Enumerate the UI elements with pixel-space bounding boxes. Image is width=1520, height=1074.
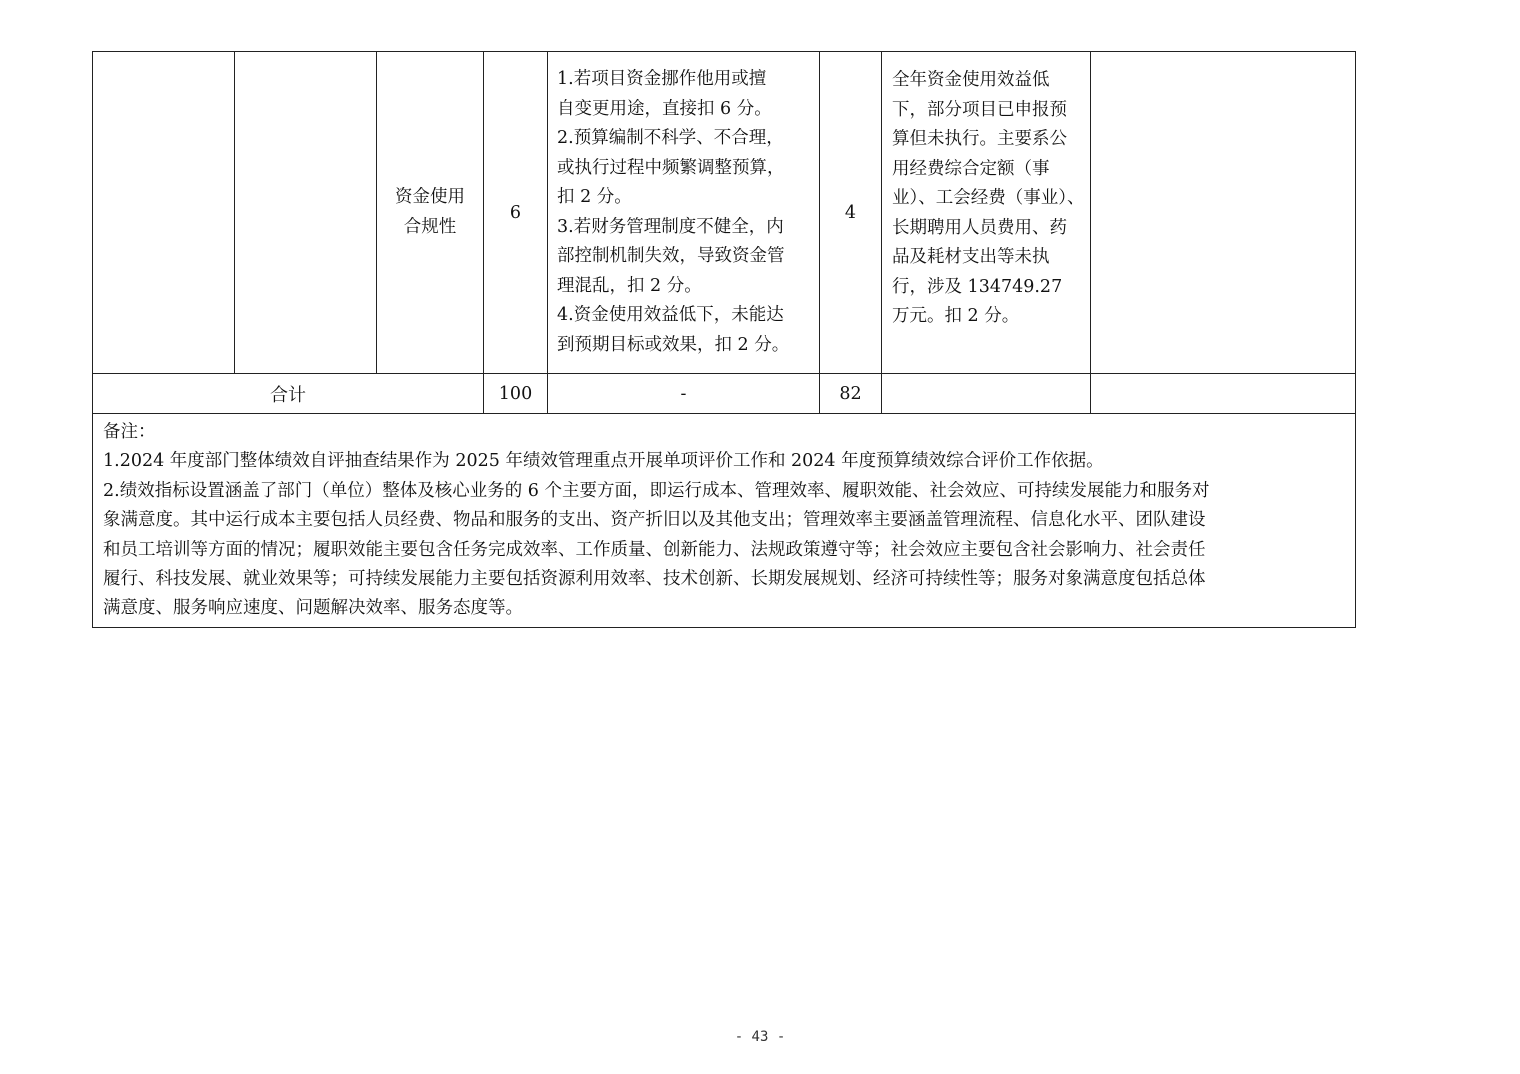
notes-line: 1.2024 年度部门整体绩效自评抽查结果作为 2025 年绩效管理重点开展单项评价工作和 2024 年度预算绩效综合评价工作依据。 (103, 451, 1104, 472)
notes-line: 满意度、服务响应速度、问题解决效率、服务态度等。 (103, 598, 523, 619)
level3-indicator-cell (377, 52, 484, 374)
notes-line: 和员工培训等方面的情况；履职效能主要包含任务完成效率、工作质量、创新能力、法规政策遵守等；社会效应主要包含社会影响力、社会责任 (103, 539, 1206, 560)
weight-cell: 6 (484, 52, 548, 374)
page-number: - 43 - (734, 1029, 786, 1045)
total-remark (1091, 374, 1356, 414)
total-criteria: - (548, 374, 820, 414)
indicator-line: 合规性 (403, 216, 457, 237)
criteria-line: 4.资金使用效益低下，未能达 (557, 305, 784, 325)
score-cell: 4 (820, 52, 882, 374)
table-row-fund-compliance (93, 52, 1356, 374)
table-row-notes (93, 414, 1356, 628)
criteria-line: 扣 2 分。 (557, 187, 632, 207)
problem-line: 下，部分项目已申报预 (892, 99, 1067, 120)
criteria-line: 2.预算编制不科学、不合理， (557, 128, 784, 148)
notes-cell (93, 414, 1356, 628)
level1-indicator-cell (93, 52, 235, 374)
remark-cell (1091, 52, 1356, 374)
criteria-line: 1.若项目资金挪作他用或擅 (557, 69, 767, 89)
criteria-line: 理混乱，扣 2 分。 (557, 275, 702, 296)
problem-line: 行，涉及 134749.27 (892, 276, 1063, 297)
table-row-total (93, 374, 1356, 414)
problem-line: 算但未执行。主要系公 (892, 129, 1067, 149)
notes-line: 2.绩效指标设置涵盖了部门（单位）整体及核心业务的 6 个主要方面，即运行成本、管理效率、履职效能、社会效应、可持续发展能力和服务对 (103, 480, 1210, 501)
total-label: 合计 (93, 374, 484, 414)
criteria-line: 3.若财务管理制度不健全，内 (557, 216, 784, 237)
criteria-line: 到预期目标或效果，扣 2 分。 (557, 334, 790, 355)
indicator-line: 资金使用 (395, 187, 465, 207)
level2-indicator-cell (235, 52, 377, 374)
evaluation-table (92, 51, 1356, 628)
scoring-criteria-cell (548, 52, 820, 374)
total-weight: 100 (484, 374, 548, 414)
problem-description-cell (882, 52, 1091, 374)
problem-line: 用经费综合定额（事 (892, 158, 1050, 179)
notes-line: 象满意度。其中运行成本主要包括人员经费、物品和服务的支出、资产折旧以及其他支出；管理效率主要涵盖管理流程、信息化水平、团队建设 (103, 510, 1206, 531)
problem-line: 全年资金使用效益低 (892, 70, 1050, 90)
problem-line: 业）、工会经费（事业）、 (892, 188, 1085, 208)
criteria-line: 或执行过程中频繁调整预算， (557, 157, 785, 178)
problem-line: 长期聘用人员费用、药 (892, 217, 1067, 238)
criteria-line: 自变更用途，直接扣 6 分。 (557, 98, 772, 119)
problem-line: 万元。扣 2 分。 (892, 306, 1020, 326)
total-problem (882, 374, 1091, 414)
problem-line: 品及耗材支出等未执 (892, 247, 1050, 267)
notes-heading: 备注： (103, 422, 156, 442)
total-score: 82 (820, 374, 882, 414)
notes-line: 履行、科技发展、就业效果等；可持续发展能力主要包括资源利用效率、技术创新、长期发展规划、经济可持续性等；服务对象满意度包括总体 (103, 569, 1206, 590)
criteria-line: 部控制机制失效，导致资金管 (557, 246, 785, 266)
